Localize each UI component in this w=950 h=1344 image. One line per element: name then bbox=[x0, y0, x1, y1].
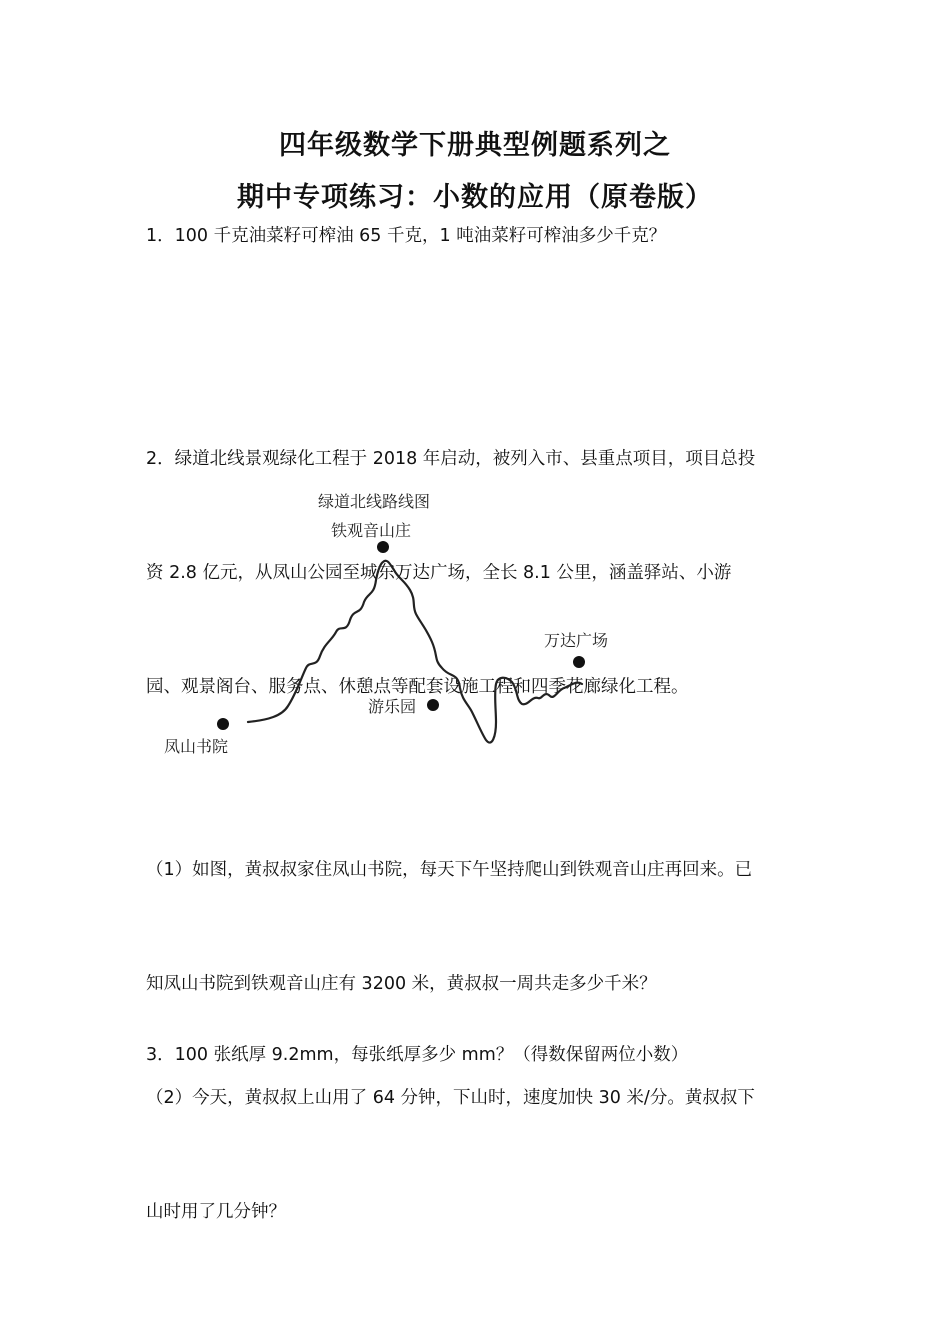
subquestion-1-line-2: 知凤山书院到铁观音山庄有 3200 米，黄叔叔一周共走多少千米？ bbox=[146, 974, 657, 994]
question-2-subquestions bbox=[146, 775, 816, 1269]
question-2-line-3: 园、观景阁台、服务点、休憩点等配套设施工程和四季花廊绿化工程。 bbox=[146, 677, 689, 697]
dot-wanda bbox=[573, 656, 585, 668]
question-2-line-1: 2．绿道北线景观绿化工程于 2018 年启动，被列入市、县重点项目，项目总投 bbox=[146, 449, 756, 469]
title-line-2: 期中专项练习：小数的应用（原卷版） bbox=[237, 182, 713, 213]
question-3: 3．100 张纸厚 9.2mm，每张纸厚多少 mm？（得数保留两位小数） bbox=[146, 1045, 689, 1065]
dot-peak bbox=[377, 541, 389, 553]
map-label-peak: 铁观音山庄 bbox=[331, 521, 412, 540]
subquestion-2-line-1: （2）今天，黄叔叔上山用了 64 分钟，下山时，速度加快 30 米/分。黄叔叔下 bbox=[146, 1088, 755, 1108]
dot-park bbox=[427, 699, 439, 711]
dot-academy bbox=[217, 718, 229, 730]
title-line-1: 四年级数学下册典型例题系列之 bbox=[279, 130, 671, 161]
subquestion-2-line-2: 山时用了几分钟？ bbox=[146, 1202, 286, 1222]
subquestion-1-line-1: （1）如图，黄叔叔家住凤山书院，每天下午坚持爬山到铁观音山庄再回来。已 bbox=[146, 860, 753, 880]
map-label-wanda: 万达广场 bbox=[544, 631, 609, 650]
route-map bbox=[150, 484, 670, 764]
map-label-park: 游乐园 bbox=[368, 697, 417, 716]
map-title: 绿道北线路线图 bbox=[318, 492, 431, 511]
question-1: 1．100 千克油菜籽可榨油 65 千克，1 吨油菜籽可榨油多少千克？ bbox=[146, 226, 667, 246]
map-label-academy: 凤山书院 bbox=[164, 737, 229, 756]
question-2-line-2: 资 2.8 亿元，从凤山公园至城东万达广场，全长 8.1 公里，涵盖驿站、小游 bbox=[146, 563, 732, 583]
